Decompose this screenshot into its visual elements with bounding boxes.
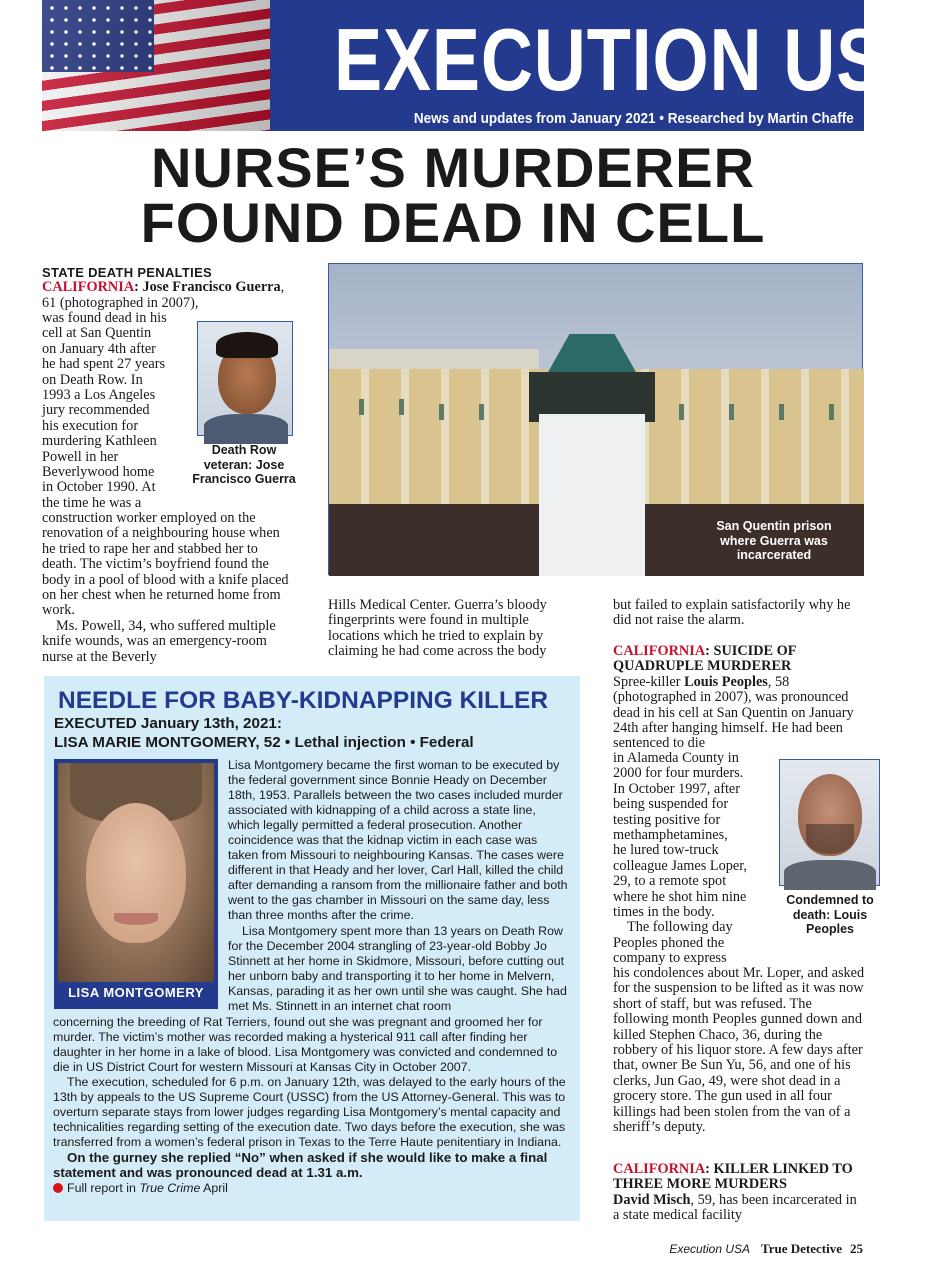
story1-body <box>42 511 292 665</box>
prison-photo-caption: San Quentin prison where Guerra was incarcerated <box>716 519 832 562</box>
san-quentin-photo <box>328 263 863 575</box>
footer-section: Execution USA <box>669 1242 751 1256</box>
story1-narrow-column: was found dead in his cell at San Quentin on January 4th after he had spent 27 years on Death Row. In 1993 a Los Angeles jury recommended his execution for murdering Kathleen Powell in her Beverlywood home in October 1990. At the time he was a <box>42 310 167 511</box>
story1-column-2: Hills Medical Center. Guerra’s bloody fingerprints were found in multiple locations which he tried to explain by claiming he had come across the body <box>328 597 547 660</box>
headline-line-1: NURSE’S MURDERER <box>150 136 756 199</box>
story1-paragraph-1-tail: construction worker employed on the renovation of a neighbouring house when he tried to rape her and stabbed her to death. The victim’s boyfriend found the body in a pool of blood with a knife placed on her chest when he returned home from work. <box>42 510 289 619</box>
feature-paragraph-2b: concerning the breeding of Rat Terriers, found out she was pregnant and groomed her for murder. The victim’s mother was recorded making a hysterical 911 call after finding her daughter in her home in a lake of blood. Lisa Montgomery was convicted and condemned to die in US District Court for western Missouri at Kansas City in October 2007. <box>53 1015 558 1075</box>
headline-line-2: FOUND DEAD IN CELL <box>140 191 766 254</box>
peoples-photo <box>779 759 880 886</box>
page-footer <box>669 1241 863 1257</box>
masthead-subtitle: News and updates from January 2021 • Researched by Martin Chaffe <box>414 110 854 127</box>
story2-narrow-column: in Alameda County in 2000 for four murders. In October 1997, after being suspended for testing positive for methamphetamines, he lured tow-truck colleague James Loper, 29, to a remote spot where he shot him nine times in the body. The following day Peoples phoned the company to express <box>613 750 747 967</box>
feature-paragraph-2a: Lisa Montgomery spent more than 13 years on Death Row for the December 2004 strangling of 23-year-old Bobby Jo Stinnett at her home in Skidmore, Missouri, before cutting out her unborn baby and transporting it to her home in Melvern, Kansas, parading it as her own until she was caught. She had met Ms. Stinnett in an internet chat room <box>228 924 567 1014</box>
bullet-dot-icon <box>53 1183 63 1193</box>
story2-heading: : SUICIDE OF QUADRUPLE MURDERER <box>613 643 796 675</box>
story1-paragraph-2: Ms. Powell, 34, who suffered multiple knife wounds, was an emergency-room nurse at the Beverly <box>42 617 276 665</box>
story3-name: David Misch <box>613 1191 691 1208</box>
feature-paragraph-3: The execution, scheduled for 6 p.m. on January 12th, was delayed to the early hours of the 13th by appeals to the US Supreme Court (USSC) from the US Attorney-General. This was to overturn separate stays from lower judges regarding Lisa Montgomery’s mental capacity and technicalities regarding setting of the execution date. Two days before the execution, she was transferred from a women’s federal prison in Texas to the Terre Haute penitentiary in Indiana. <box>53 1075 566 1150</box>
lisa-montgomery-photo <box>54 759 218 1009</box>
story2-body: his condolences about Mr. Loper, and asked for the suspension to be lifted as it was now short of staff, but was refused. The following month Peoples gunned down and killed Stephen Chaco, 36, during the robbery of his liquor store. A few days after that, owner Be Sun Yu, 56, and one of his clerks, Jun Gao, 49, were shot dead in a grocery store. The gun used in all four killings had been stolen from the van of a sheriff’s deputy. <box>613 965 865 1136</box>
full-report-note: Full report in True Crime April <box>53 1181 571 1196</box>
feature-paragraph-4: On the gurney she replied “No” when asked if she would like to make a final statement and was pronounced dead at 1.31 a.m. <box>53 1150 548 1181</box>
guerra-photo-caption: Death Row veteran: Jose Francisco Guerra <box>192 443 296 486</box>
feature-paragraph-1: Lisa Montgomery became the first woman to be executed by the federal government since Bonnie Heady on December 18th, 1953. Parallels between the two cases included murder associated with kidnapping of a child across a state line, which legally permitted a federal prosecution. Another coincidence was that the kidnap victim in each case was taken from Missouri to neighbouring Kansas. The cases were different in that Heady and her lover, Carl Hall, killed the child after demanding a ransom from the millionaire father and both went to the gas chamber in Missouri on the same day, less than three months after the crime. <box>228 758 568 923</box>
story2-name: Louis Peoples <box>684 673 768 690</box>
feature-subheading: EXECUTED January 13th, 2021: LISA MARIE MONTGOMERY, 52 • Lethal injection • Federal <box>54 715 474 751</box>
footer-magazine: True Detective <box>761 1241 842 1256</box>
lisa-montgomery-feature-box <box>44 676 580 1221</box>
peoples-photo-caption: Condemned to death: Louis Peoples <box>786 893 874 936</box>
story1-name: Jose Francisco Guerra <box>142 279 281 296</box>
section-kicker: STATE DEATH PENALTIES <box>42 265 213 280</box>
story3: CALIFORNIA: KILLER LINKED TO THREE MORE MURDERS David Misch, 59, has been incarcerated in a state medical facility <box>613 1161 857 1224</box>
story1-column-3: but failed to explain satisfactorily why he did not raise the alarm. <box>613 597 851 629</box>
masthead-title: EXECUTION USA <box>334 10 938 109</box>
guerra-photo <box>197 321 293 436</box>
us-flag-image <box>42 0 270 131</box>
story3-state: CALIFORNIA <box>613 1161 706 1177</box>
story3-heading: : KILLER LINKED TO THREE MORE MURDERS <box>613 1161 853 1193</box>
story2-state: CALIFORNIA <box>613 643 706 659</box>
lisa-montgomery-photo-label: LISA MONTGOMERY <box>68 985 204 1000</box>
feature-body-wide <box>53 1015 571 1196</box>
masthead <box>42 0 938 131</box>
story2-intro: CALIFORNIA: SUICIDE OF QUADRUPLE MURDERER Spree-killer Louis Peoples, 58 (photographed in 2007), was pronounced dead in his cell at San Quentin on January 24th after hanging himself. He had been sentenced to die <box>613 643 854 752</box>
page-number: 25 <box>850 1241 863 1256</box>
story1-state: CALIFORNIA <box>42 279 135 296</box>
page-headline <box>42 136 864 254</box>
feature-title: NEEDLE FOR BABY-KIDNAPPING KILLER <box>58 687 549 714</box>
story1-intro: STATE DEATH PENALTIES CALIFORNIA: Jose Francisco Guerra, 61 (photographed in 2007), <box>42 265 292 311</box>
